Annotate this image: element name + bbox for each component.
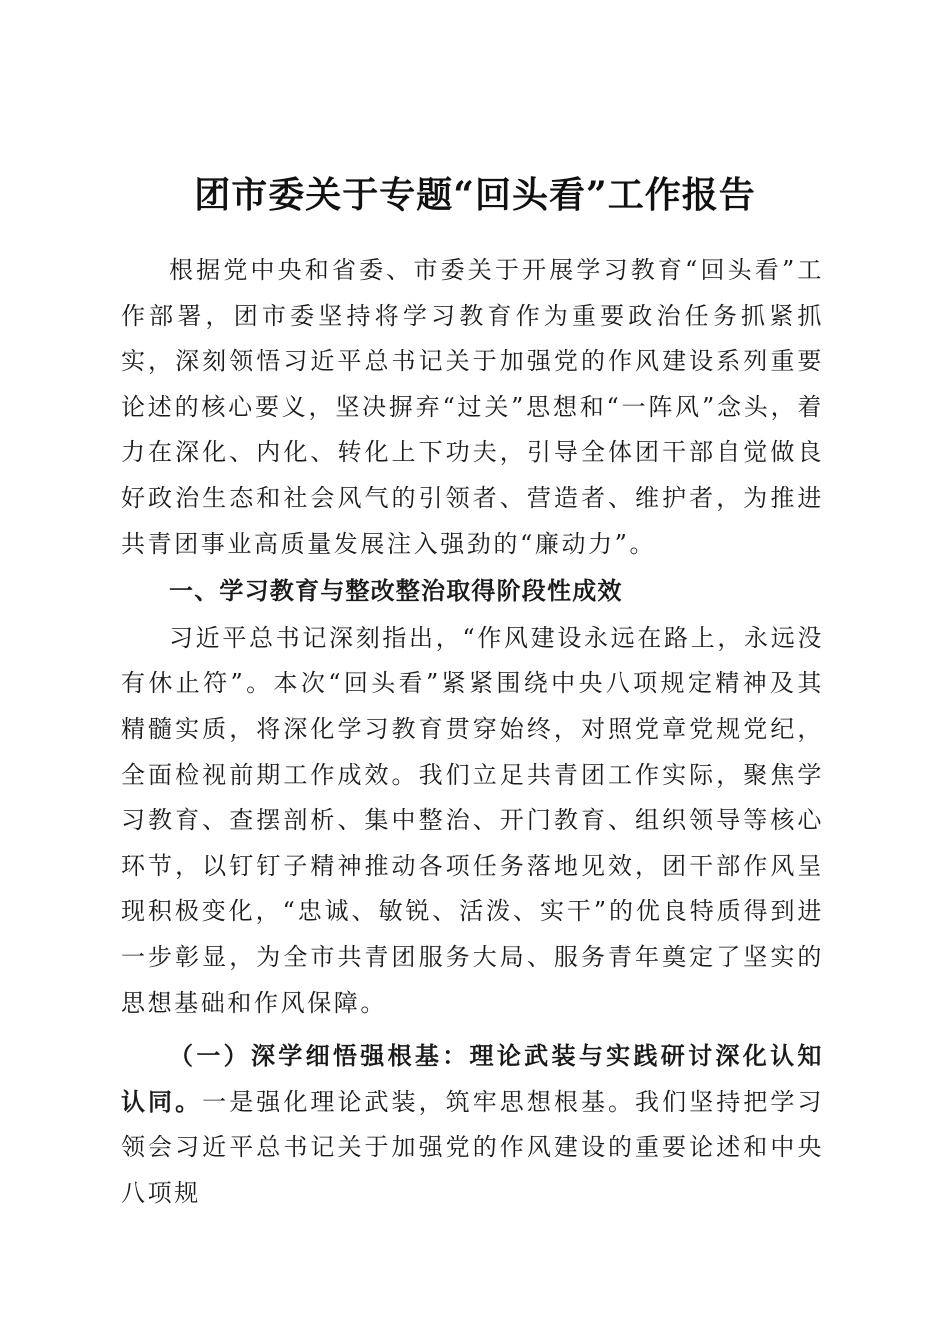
document-body: [121, 248, 824, 1216]
section-heading: 一、学习教育与整改整治取得阶段性成效: [169, 577, 623, 606]
subsection-heading: （一）深学细悟强根基：理论武装与实践研讨深化认知认同。: [121, 1042, 824, 1116]
section-paragraph: 习近平总书记深刻指出，“作风建设永远在路上，永远没有休止符”。本次“回头看”紧紧围绕中央八项规定精神及其精髓实质，将深化学习教育贯穿始终，对照党章党规党纪，全面检视前期工作成效。我们立足共青团工作实际，聚焦学习教育、查摆剖析、集中整治、开门教育、组织领导等核心环节，以钉钉子精神推动各项任务落地见效，团干部作风呈现积极变化，“忠诚、敏锐、活泼、实干”的优良特质得到进一步彰显，为全市共青团服务大局、服务青年奠定了坚实的思想基础和作风保障。: [121, 623, 824, 1017]
subsection-paragraph: [121, 1034, 824, 1216]
document-title: 团市委关于专题“回头看”工作报告: [194, 174, 756, 216]
subsection-text: 一是强化理论武装，筑牢思想根基。我们坚持把学习领会习近平总书记关于加强党的作风建设的重要论述和中央八项规: [121, 1087, 824, 1207]
intro-paragraph: 根据党中央和省委、市委关于开展学习教育“回头看”工作部署，团市委坚持将学习教育作为重要政治任务抓紧抓实，深刻领悟习近平总书记关于加强党的作风建设系列重要论述的核心要义，坚决摒弃“过关”思想和“一阵风”念头，着力在深化、内化、转化上下功夫，引导全体团干部自觉做良好政治生态和社会风气的引领者、营造者、维护者，为推进共青团事业高质量发展注入强劲的“廉动力”。: [121, 256, 824, 558]
